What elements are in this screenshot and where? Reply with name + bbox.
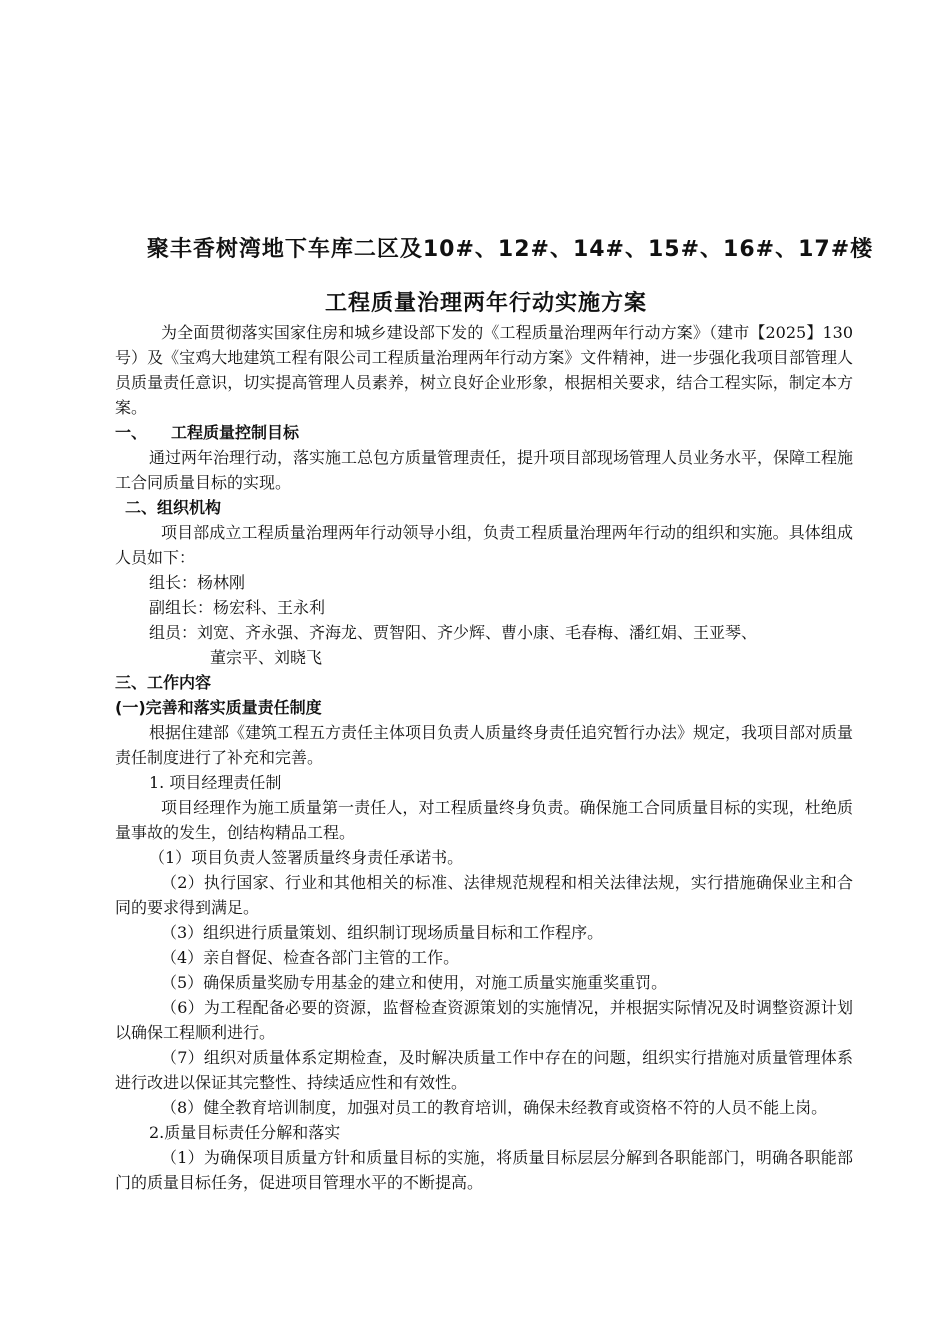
- section-title-1: 工程质量控制目标: [171, 423, 300, 442]
- item1-point-2: （2）执行国家、行业和其他相关的标准、法律规范规程和相关法律法规，实行措施确保业主和合同的要求得到满足。: [115, 873, 853, 917]
- item1-point-8: （8）健全教育培训制度，加强对员工的教育培训，确保未经教育或资格不符的人员不能上岗。: [161, 1098, 828, 1117]
- subsection-heading-1: (一)完善和落实质量责任制度: [115, 698, 322, 717]
- item1-point-6: （6）为工程配备必要的资源，监督检查资源策划的实施情况，并根据实际情况及时调整资源计划以确保工程顺利进行。: [115, 998, 853, 1042]
- section-number-1: 一、: [115, 423, 148, 442]
- document-body: [115, 320, 853, 1195]
- subsection1-paragraph: 根据住建部《建筑工程五方责任主体项目负责人质量终身责任追究暂行办法》规定，我项目部对质量责任制度进行了补充和完善。: [115, 723, 854, 767]
- item1-point-7: （7）组织对质量体系定期检查，及时解决质量工作中存在的问题，组织实行措施对质量管理体系进行改进以保证其完整性、持续适应性和有效性。: [115, 1048, 853, 1092]
- section-heading-2: 二、组织机构: [125, 498, 222, 517]
- group-members-continued: 董宗平、刘晓飞: [210, 648, 323, 667]
- item1-point-1: （1）项目负责人签署质量终身责任承诺书。: [149, 848, 464, 867]
- section2-paragraph: 项目部成立工程质量治理两年行动领导小组，负责工程质量治理两年行动的组织和实施。具体组成人员如下：: [115, 523, 853, 567]
- item1-point-4: （4）亲自督促、检查各部门主管的工作。: [161, 948, 460, 967]
- group-deputy: 副组长：杨宏科、王永利: [149, 598, 326, 617]
- section-heading-1: [115, 420, 853, 445]
- section-heading-3: 三、工作内容: [115, 673, 212, 692]
- item2-point-1: （1）为确保项目质量方针和质量目标的实施，将质量目标层层分解到各职能部门，明确各职能部门的质量目标任务，促进项目管理水平的不断提高。: [115, 1148, 853, 1192]
- section1-paragraph: 通过两年治理行动，落实施工总包方质量管理责任，提升项目部现场管理人员业务水平，保障工程施工合同质量目标的实现。: [115, 448, 854, 492]
- intro-paragraph: 为全面贯彻落实国家住房和城乡建设部下发的《工程质量治理两年行动方案》（建市【2025】130号）及《宝鸡大地建筑工程有限公司工程质量治理两年行动方案》文件精神，进一步强化我项目部管理人员质量责任意识，切实提高管理人员素养，树立良好企业形象，根据相关要求，结合工程实际，制定本方案。: [115, 323, 853, 417]
- group-leader: 组长：杨林刚: [149, 573, 246, 592]
- document-title-line2: 工程质量治理两年行动实施方案: [324, 291, 647, 316]
- group-members: 组员：刘宽、齐永强、齐海龙、贾智阳、齐少辉、曹小康、毛春梅、潘红娟、王亚琴、: [149, 623, 758, 642]
- document-title-line1: 聚丰香树湾地下车库二区及10#、12#、14#、15#、16#、17#楼: [146, 237, 874, 262]
- item1-paragraph: 项目经理作为施工质量第一责任人，对工程质量终身负责。确保施工合同质量目标的实现，杜绝质量事故的发生，创结构精品工程。: [115, 798, 853, 842]
- item2-title: 2.质量目标责任分解和落实: [149, 1123, 341, 1142]
- item1-point-5: （5）确保质量奖励专用基金的建立和使用，对施工质量实施重奖重罚。: [161, 973, 668, 992]
- item1-title: 1. 项目经理责任制: [149, 773, 282, 792]
- item1-point-3: （3）组织进行质量策划、组织制订现场质量目标和工作程序。: [161, 923, 604, 942]
